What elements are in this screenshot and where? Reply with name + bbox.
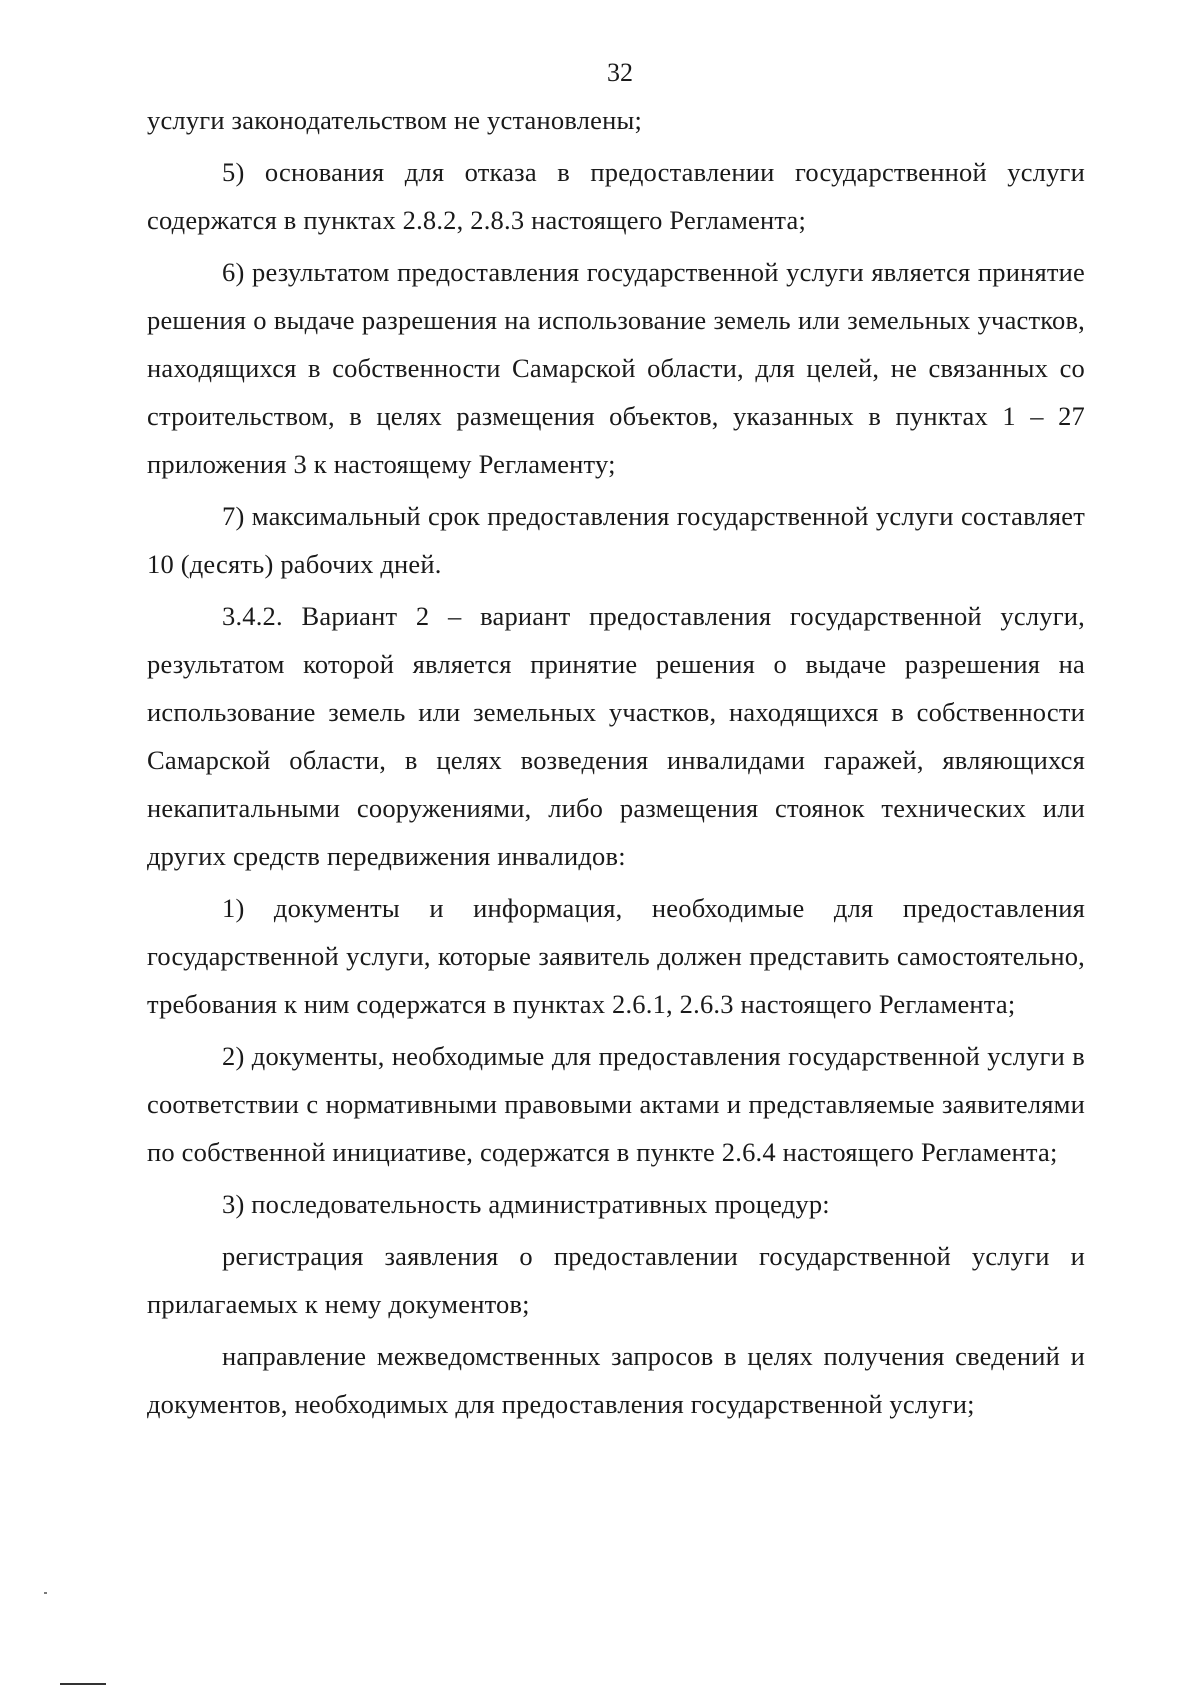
paragraph-procedure-requests: направление межведомственных запросов в целях получения сведений и документов, необходимых для предоставления государственной услуги; (147, 1341, 1085, 1419)
paragraph-item-5: 5) основания для отказа в предоставлении государственной услуги содержатся в пунктах 2.8.2, 2.8.3 настоящего Регламента; (147, 157, 1085, 235)
paragraph-item-2: 2) документы, необходимые для предоставления государственной услуги в соответствии с нормативными правовыми актами и представляемые заявителями по собственной инициативе, содержатся в пункте 2.6.4 настоящего Регламента; (147, 1041, 1085, 1167)
paragraph-section-3-4-2: 3.4.2. Вариант 2 – вариант предоставления государственной услуги, результатом которой является принятие решения о выдаче разрешения на использование земель или земельных участков, находящихся в собственности Самарской области, в целях возведения инвалидами гаражей, являющихся некапитальными сооружениями, либо размещения стоянок технических или других средств передвижения инвалидов: (147, 601, 1085, 871)
paragraph-item-6: 6) результатом предоставления государственной услуги является принятие решения о выдаче разрешения на использование земель или земельных участков, находящихся в собственности Самарской области, для целей, не связанных со строительством, в целях размещения объектов, указанных в пунктах 1 – 27 приложения 3 к настоящему Регламенту; (147, 257, 1085, 479)
scan-speck (44, 1592, 47, 1594)
paragraph-procedure-registration: регистрация заявления о предоставлении государственной услуги и прилагаемых к нему документов; (147, 1241, 1085, 1319)
margin-mark (60, 1683, 106, 1685)
paragraph-continuation: услуги законодательством не установлены; (147, 105, 643, 135)
document-body (147, 96, 1085, 1428)
page-number: 32 (607, 58, 633, 87)
paragraph-item-7: 7) максимальный срок предоставления государственной услуги составляет 10 (десять) рабочих дней. (147, 501, 1085, 579)
paragraph-item-3: 3) последовательность административных процедур: (222, 1189, 830, 1219)
paragraph-item-1: 1) документы и информация, необходимые для предоставления государственной услуги, которые заявитель должен представить самостоятельно, требования к ним содержатся в пунктах 2.6.1, 2.6.3 настоящего Регламента; (147, 893, 1085, 1019)
